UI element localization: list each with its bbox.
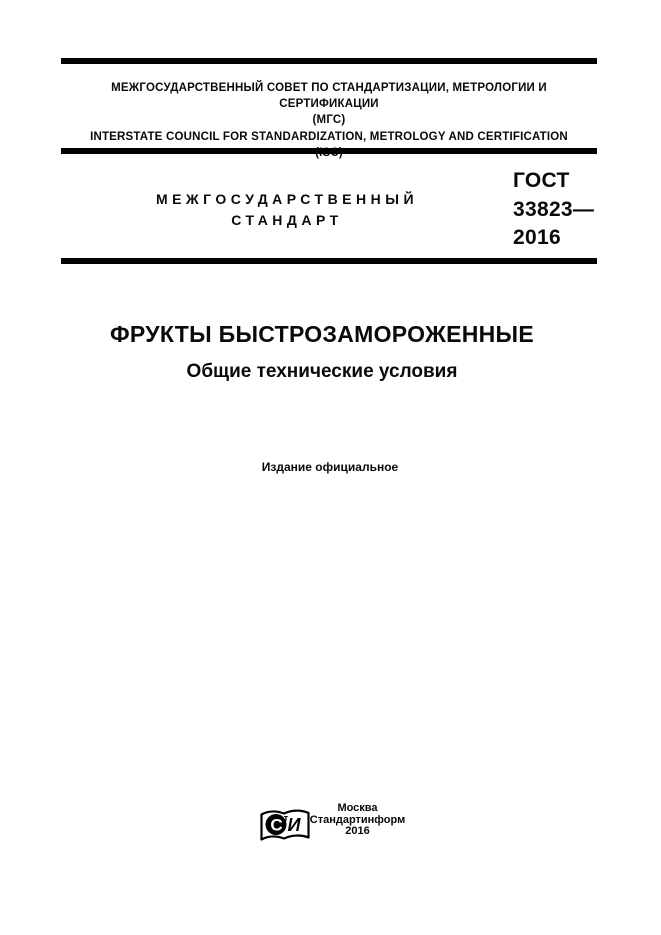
council-name-en: INTERSTATE COUNCIL FOR STANDARDIZATION, METROLOGY AND CERTIFICATION: [90, 131, 568, 143]
top-rule: [61, 58, 597, 64]
standard-designation: [513, 167, 623, 253]
designation-year: 2016: [513, 226, 561, 249]
standard-type: [61, 189, 513, 231]
document-title-block: [61, 321, 583, 383]
bottom-rule: [61, 258, 597, 264]
council-name-ru: МЕЖГОСУДАРСТВЕННЫЙ СОВЕТ ПО СТАНДАРТИЗАЦИИ, МЕТРОЛОГИИ И СЕРТИФИКАЦИИ: [111, 82, 547, 110]
imprint-publisher: Стандартинформ: [309, 813, 406, 826]
logo-letter-c: С: [270, 815, 283, 835]
standard-type-line2: СТАНДАРТ: [231, 212, 343, 228]
designation-number: 33823—: [513, 197, 595, 221]
edition-note: Издание официальное: [261, 460, 399, 474]
logo-letter-t: т: [283, 813, 289, 823]
imprint-city: Москва: [337, 802, 378, 814]
document-subtitle: Общие технические условия: [186, 361, 458, 382]
designation-prefix: ГОСТ: [513, 169, 570, 192]
council-abbr-ru: (МГС): [312, 114, 346, 126]
imprint: [301, 803, 414, 838]
logo-letter-i: И: [287, 815, 301, 835]
document-title: ФРУКТЫ БЫСТРОЗАМОРОЖЕННЫЕ: [109, 321, 534, 347]
standard-type-line1: МЕЖГОСУДАРСТВЕННЫЙ: [155, 191, 419, 207]
middle-rule: [61, 148, 597, 154]
imprint-year: 2016: [345, 825, 370, 837]
